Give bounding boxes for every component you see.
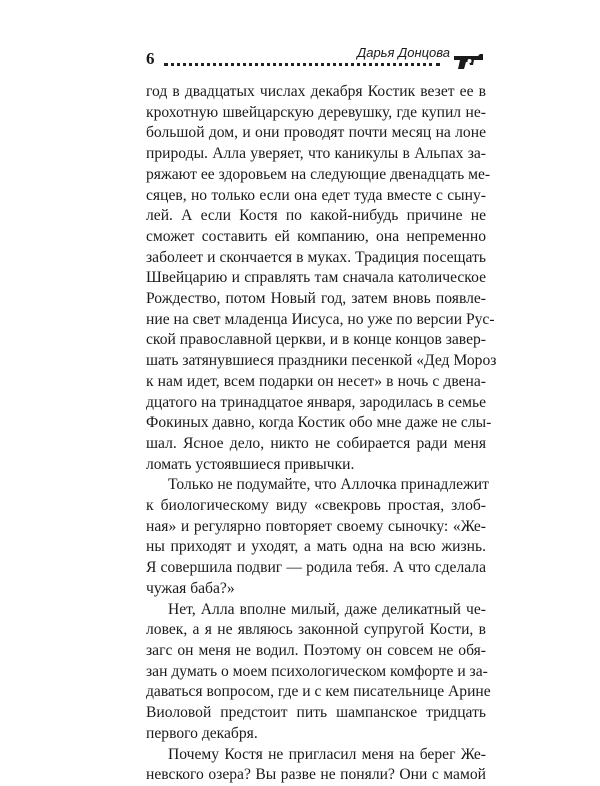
- text-line: ской православной церкви, и в конце концов завер-: [146, 331, 486, 349]
- text-line: к биологическому виду «свекровь простая, злоб-: [146, 497, 486, 515]
- running-header: [146, 46, 486, 72]
- text-line: к нам идет, всем подарки он несет» в ночь с двена-: [146, 372, 486, 390]
- text-body: [146, 82, 497, 786]
- revolver-icon: [452, 52, 486, 70]
- paragraph: [146, 475, 489, 599]
- text-line: Я совершила подвиг — родила тебя. А что сделала: [146, 559, 486, 577]
- text-line: ряжают ее здоровьем на следующие двенадцать ме-: [146, 165, 491, 183]
- text-line: невского озера? Вы разве не поняли? Они с мамой: [146, 766, 486, 784]
- text-line: ная» и регулярно повторяет своему сыночку: «Же-: [146, 517, 486, 535]
- text-line: дцатого на тринадцатое января, зародилась в семье: [146, 393, 486, 411]
- dotted-leader: [164, 63, 440, 66]
- text-line: ломать устоявшиеся привычки.: [146, 455, 355, 473]
- text-line: Швейцарию и справлять там сначала католическое: [146, 269, 486, 287]
- text-line: чужая баба?»: [146, 579, 235, 597]
- text-line: зан думать о моем психологическом комфорте и за-: [146, 662, 488, 680]
- text-line: сяцев, но только если она едет туда вместе с сыну-: [146, 186, 486, 204]
- text-line: природы. Алла уверяет, что каникулы в Альпах за-: [146, 145, 486, 163]
- text-line: Фокиных давно, когда Костик обо мне даже не слы-: [146, 414, 492, 432]
- running-title-author: Дарья Донцова: [357, 45, 450, 60]
- text-line: даваться вопросом, где и с кем писательнице Арине: [146, 683, 491, 701]
- page-number: 6: [146, 49, 155, 68]
- text-line: ны приходят и уходят, а мать одна на всю жизнь.: [146, 538, 486, 556]
- text-line: Нет, Алла вполне милый, даже деликатный че-: [168, 600, 486, 618]
- text-line: Только не подумайте, что Аллочка принадлежит: [168, 476, 489, 494]
- text-line: Почему Костя не пригласил меня на берег Же-: [168, 745, 486, 763]
- text-line: сможет составить ей компанию, она непременно: [146, 227, 486, 245]
- text-line: шать затянувшиеся праздники песенкой «Дед Мороз: [146, 352, 497, 370]
- text-line: первого декабря.: [146, 724, 258, 742]
- text-line: лей. А если Костя по какой-нибудь причине не: [146, 207, 486, 225]
- paragraph: [146, 745, 486, 786]
- text-line: заболеет и скончается в муках. Традиция посещать: [146, 248, 486, 266]
- text-line: ловек, а я не являюсь законной супругой Кости, в: [146, 621, 486, 639]
- text-line: шал. Ясное дело, никто не собирается ради меня: [146, 434, 486, 452]
- text-line: ние на свет младенца Иисуса, но уже по версии Рус-: [146, 310, 495, 328]
- text-line: Виоловой предстоит пить шампанское тридцать: [146, 704, 486, 722]
- text-line: большой дом, и они проводят почти месяц на лоне: [146, 124, 486, 142]
- text-line: год в двадцатых числах декабря Костик везет ее в: [146, 83, 486, 100]
- text-line: крохотную швейцарскую деревушку, где купил не-: [146, 103, 486, 121]
- paragraph: [146, 600, 491, 745]
- text-line: Рождество, потом Новый год, затем вновь появле-: [146, 290, 486, 308]
- paragraph: [146, 82, 497, 475]
- text-line: загс он меня не водил. Поэтому он совсем не обя-: [146, 641, 486, 659]
